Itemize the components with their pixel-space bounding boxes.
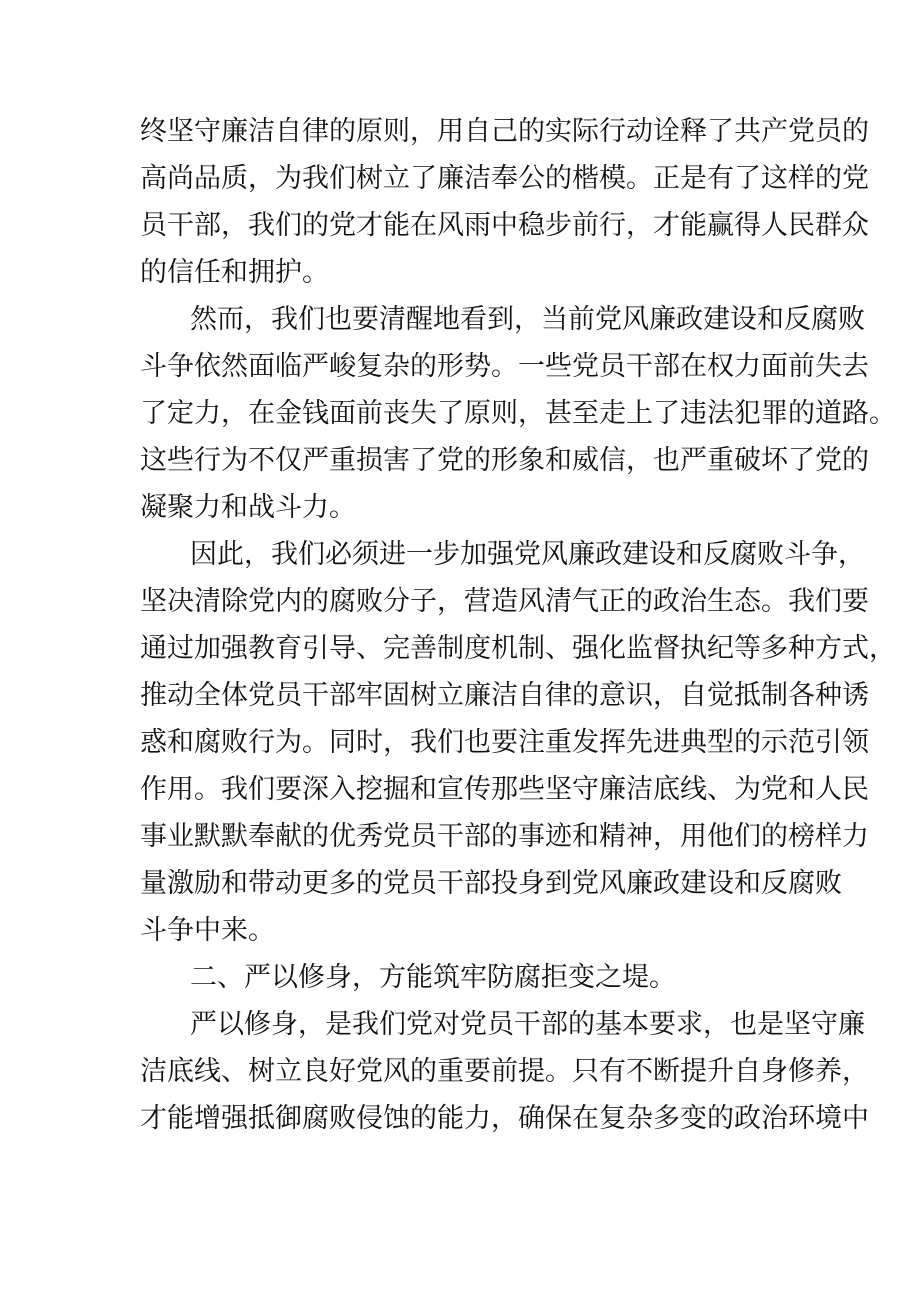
text-line: 量激励和带动更多的党员干部投身到党风廉政建设和反腐败 bbox=[140, 868, 842, 899]
text-line: 高尚品质，为我们树立了廉洁奉公的楷模。正是有了这样的党 bbox=[140, 163, 869, 194]
paragraph-first-line: 然而，我们也要清醒地看到，当前党风廉政建设和反腐败 bbox=[190, 304, 865, 335]
text-line: 作用。我们要深入挖掘和宣传那些坚守廉洁底线、为党和人民 bbox=[140, 774, 869, 805]
text-line: 了定力，在金钱面前丧失了原则，甚至走上了违法犯罪的道路。 bbox=[140, 398, 896, 429]
section-heading: 二、严以修身，方能筑牢防腐拒变之堤。 bbox=[190, 962, 676, 993]
text-line: 员干部，我们的党才能在风雨中稳步前行，才能赢得人民群众 bbox=[140, 210, 869, 241]
text-line: 坚决清除党内的腐败分子，营造风清气正的政治生态。我们要 bbox=[140, 586, 869, 617]
text-line: 斗争中来。 bbox=[140, 915, 275, 946]
text-line: 斗争依然面临严峻复杂的形势。一些党员干部在权力面前失去 bbox=[140, 351, 869, 382]
paragraph-first-line: 严以修身，是我们党对党员干部的基本要求，也是坚守廉 bbox=[190, 1009, 865, 1040]
document-body bbox=[140, 108, 896, 1142]
text-line: 凝聚力和战斗力。 bbox=[140, 492, 356, 523]
text-line: 的信任和拥护。 bbox=[140, 257, 329, 288]
text-line: 推动全体党员干部牢固树立廉洁自律的意识，自觉抵制各种诱 bbox=[140, 680, 869, 711]
text-line: 才能增强抵御腐败侵蚀的能力，确保在复杂多变的政治环境中 bbox=[140, 1103, 869, 1134]
text-line: 通过加强教育引导、完善制度机制、强化监督执纪等多种方式， bbox=[140, 633, 896, 664]
text-line: 这些行为不仅严重损害了党的形象和威信，也严重破坏了党的 bbox=[140, 445, 869, 476]
text-line: 惑和腐败行为。同时，我们也要注重发挥先进典型的示范引领 bbox=[140, 727, 869, 758]
paragraph-first-line: 因此，我们必须进一步加强党风廉政建设和反腐败斗争， bbox=[190, 539, 865, 570]
text-line: 事业默默奉献的优秀党员干部的事迹和精神，用他们的榜样力 bbox=[140, 821, 869, 852]
text-line: 终坚守廉洁自律的原则，用自己的实际行动诠释了共产党员的 bbox=[140, 116, 869, 147]
text-line: 洁底线、树立良好党风的重要前提。只有不断提升自身修养， bbox=[140, 1056, 869, 1087]
